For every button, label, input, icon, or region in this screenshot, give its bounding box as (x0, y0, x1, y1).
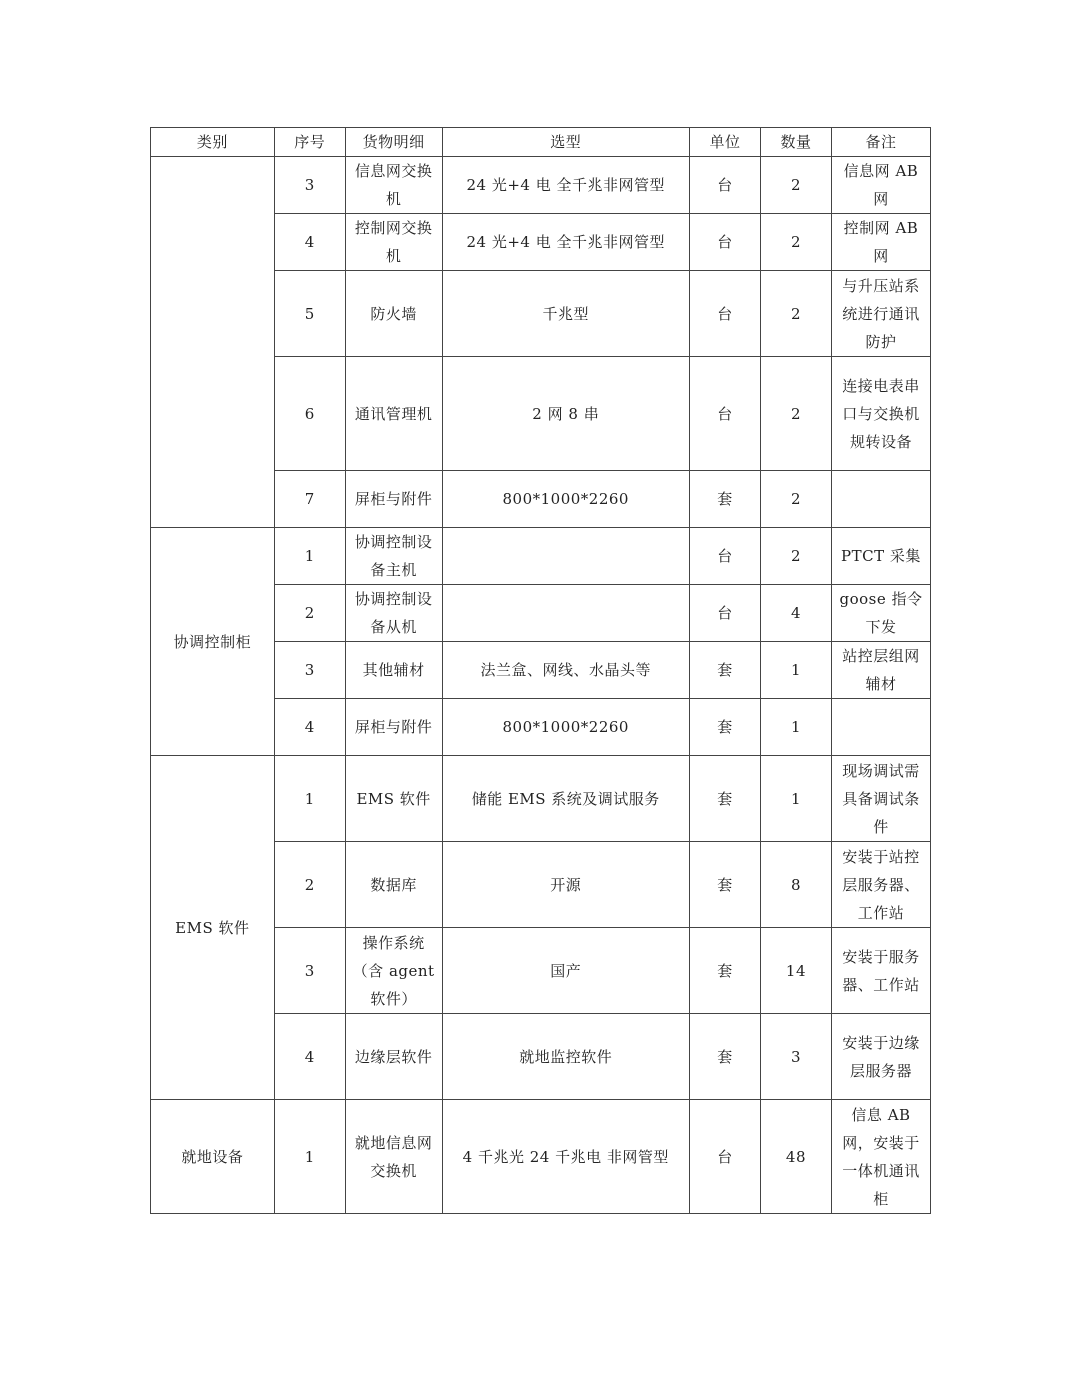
number-cell: 1 (274, 756, 345, 842)
number-cell: 4 (274, 699, 345, 756)
model-cell: 千兆型 (442, 271, 689, 357)
model-cell: 国产 (442, 928, 689, 1014)
header-category: 类别 (151, 128, 275, 157)
header-unit: 单位 (689, 128, 760, 157)
number-cell: 2 (274, 585, 345, 642)
quantity-cell: 3 (760, 1014, 831, 1100)
header-note: 备注 (831, 128, 930, 157)
quantity-cell: 2 (760, 357, 831, 471)
table-row (151, 756, 931, 842)
unit-cell: 套 (689, 928, 760, 1014)
note-cell: 信息 AB 网，安装于一体机通讯柜 (831, 1100, 930, 1214)
model-cell: 4 千兆光 24 千兆电 非网管型 (442, 1100, 689, 1214)
quantity-cell: 8 (760, 842, 831, 928)
model-cell: 2 网 8 串 (442, 357, 689, 471)
number-cell: 3 (274, 157, 345, 214)
quantity-cell: 2 (760, 528, 831, 585)
model-cell: 800*1000*2260 (442, 699, 689, 756)
header-quantity: 数量 (760, 128, 831, 157)
number-cell: 4 (274, 214, 345, 271)
item-cell: EMS 软件 (345, 756, 442, 842)
item-cell: 其他辅材 (345, 642, 442, 699)
item-cell: 信息网交换机 (345, 157, 442, 214)
note-cell (831, 699, 930, 756)
note-cell: 安装于站控层服务器、工作站 (831, 842, 930, 928)
unit-cell: 套 (689, 642, 760, 699)
note-cell: 与升压站系统进行通讯防护 (831, 271, 930, 357)
number-cell: 3 (274, 642, 345, 699)
item-cell: 就地信息网交换机 (345, 1100, 442, 1214)
table-row (151, 157, 931, 214)
quantity-cell: 14 (760, 928, 831, 1014)
note-cell: goose 指令下发 (831, 585, 930, 642)
model-cell: 24 光+4 电 全千兆非网管型 (442, 214, 689, 271)
item-cell: 边缘层软件 (345, 1014, 442, 1100)
item-cell: 通讯管理机 (345, 357, 442, 471)
table-body (151, 157, 931, 1214)
note-cell: 安装于边缘层服务器 (831, 1014, 930, 1100)
note-cell: 现场调试需具备调试条件 (831, 756, 930, 842)
item-cell: 协调控制设备从机 (345, 585, 442, 642)
table-header-row (151, 128, 931, 157)
unit-cell: 台 (689, 271, 760, 357)
model-cell: 24 光+4 电 全千兆非网管型 (442, 157, 689, 214)
item-cell: 协调控制设备主机 (345, 528, 442, 585)
category-cell: 协调控制柜 (151, 528, 275, 756)
item-cell: 控制网交换机 (345, 214, 442, 271)
category-cell (151, 157, 275, 528)
item-cell: 屏柜与附件 (345, 471, 442, 528)
unit-cell: 台 (689, 214, 760, 271)
number-cell: 7 (274, 471, 345, 528)
model-cell: 储能 EMS 系统及调试服务 (442, 756, 689, 842)
model-cell: 800*1000*2260 (442, 471, 689, 528)
number-cell: 1 (274, 528, 345, 585)
note-cell: 连接电表串口与交换机 规转设备 (831, 357, 930, 471)
equipment-table-container (150, 127, 931, 1214)
unit-cell: 套 (689, 1014, 760, 1100)
item-cell: 防火墙 (345, 271, 442, 357)
unit-cell: 台 (689, 157, 760, 214)
category-cell: EMS 软件 (151, 756, 275, 1100)
category-cell: 就地设备 (151, 1100, 275, 1214)
note-cell: PTCT 采集 (831, 528, 930, 585)
table-row (151, 1100, 931, 1214)
model-cell (442, 528, 689, 585)
table-row (151, 528, 931, 585)
unit-cell: 套 (689, 756, 760, 842)
note-cell: 信息网 AB 网 (831, 157, 930, 214)
quantity-cell: 1 (760, 642, 831, 699)
number-cell: 6 (274, 357, 345, 471)
unit-cell: 台 (689, 357, 760, 471)
quantity-cell: 2 (760, 157, 831, 214)
unit-cell: 台 (689, 528, 760, 585)
quantity-cell: 2 (760, 214, 831, 271)
number-cell: 1 (274, 1100, 345, 1214)
model-cell: 法兰盒、网线、水晶头等 (442, 642, 689, 699)
quantity-cell: 2 (760, 271, 831, 357)
note-cell: 控制网 AB 网 (831, 214, 930, 271)
unit-cell: 台 (689, 585, 760, 642)
unit-cell: 套 (689, 699, 760, 756)
unit-cell: 套 (689, 842, 760, 928)
quantity-cell: 4 (760, 585, 831, 642)
header-model: 选型 (442, 128, 689, 157)
quantity-cell: 1 (760, 756, 831, 842)
item-cell: 操作系统（含 agent 软件） (345, 928, 442, 1014)
model-cell: 就地监控软件 (442, 1014, 689, 1100)
quantity-cell: 2 (760, 471, 831, 528)
number-cell: 5 (274, 271, 345, 357)
note-cell: 安装于服务器、工作站 (831, 928, 930, 1014)
model-cell: 开源 (442, 842, 689, 928)
model-cell (442, 585, 689, 642)
header-number: 序号 (274, 128, 345, 157)
note-cell: 站控层组网辅材 (831, 642, 930, 699)
number-cell: 2 (274, 842, 345, 928)
quantity-cell: 1 (760, 699, 831, 756)
equipment-table (150, 127, 931, 1214)
note-cell (831, 471, 930, 528)
unit-cell: 套 (689, 471, 760, 528)
header-item: 货物明细 (345, 128, 442, 157)
number-cell: 3 (274, 928, 345, 1014)
quantity-cell: 48 (760, 1100, 831, 1214)
item-cell: 屏柜与附件 (345, 699, 442, 756)
item-cell: 数据库 (345, 842, 442, 928)
unit-cell: 台 (689, 1100, 760, 1214)
number-cell: 4 (274, 1014, 345, 1100)
